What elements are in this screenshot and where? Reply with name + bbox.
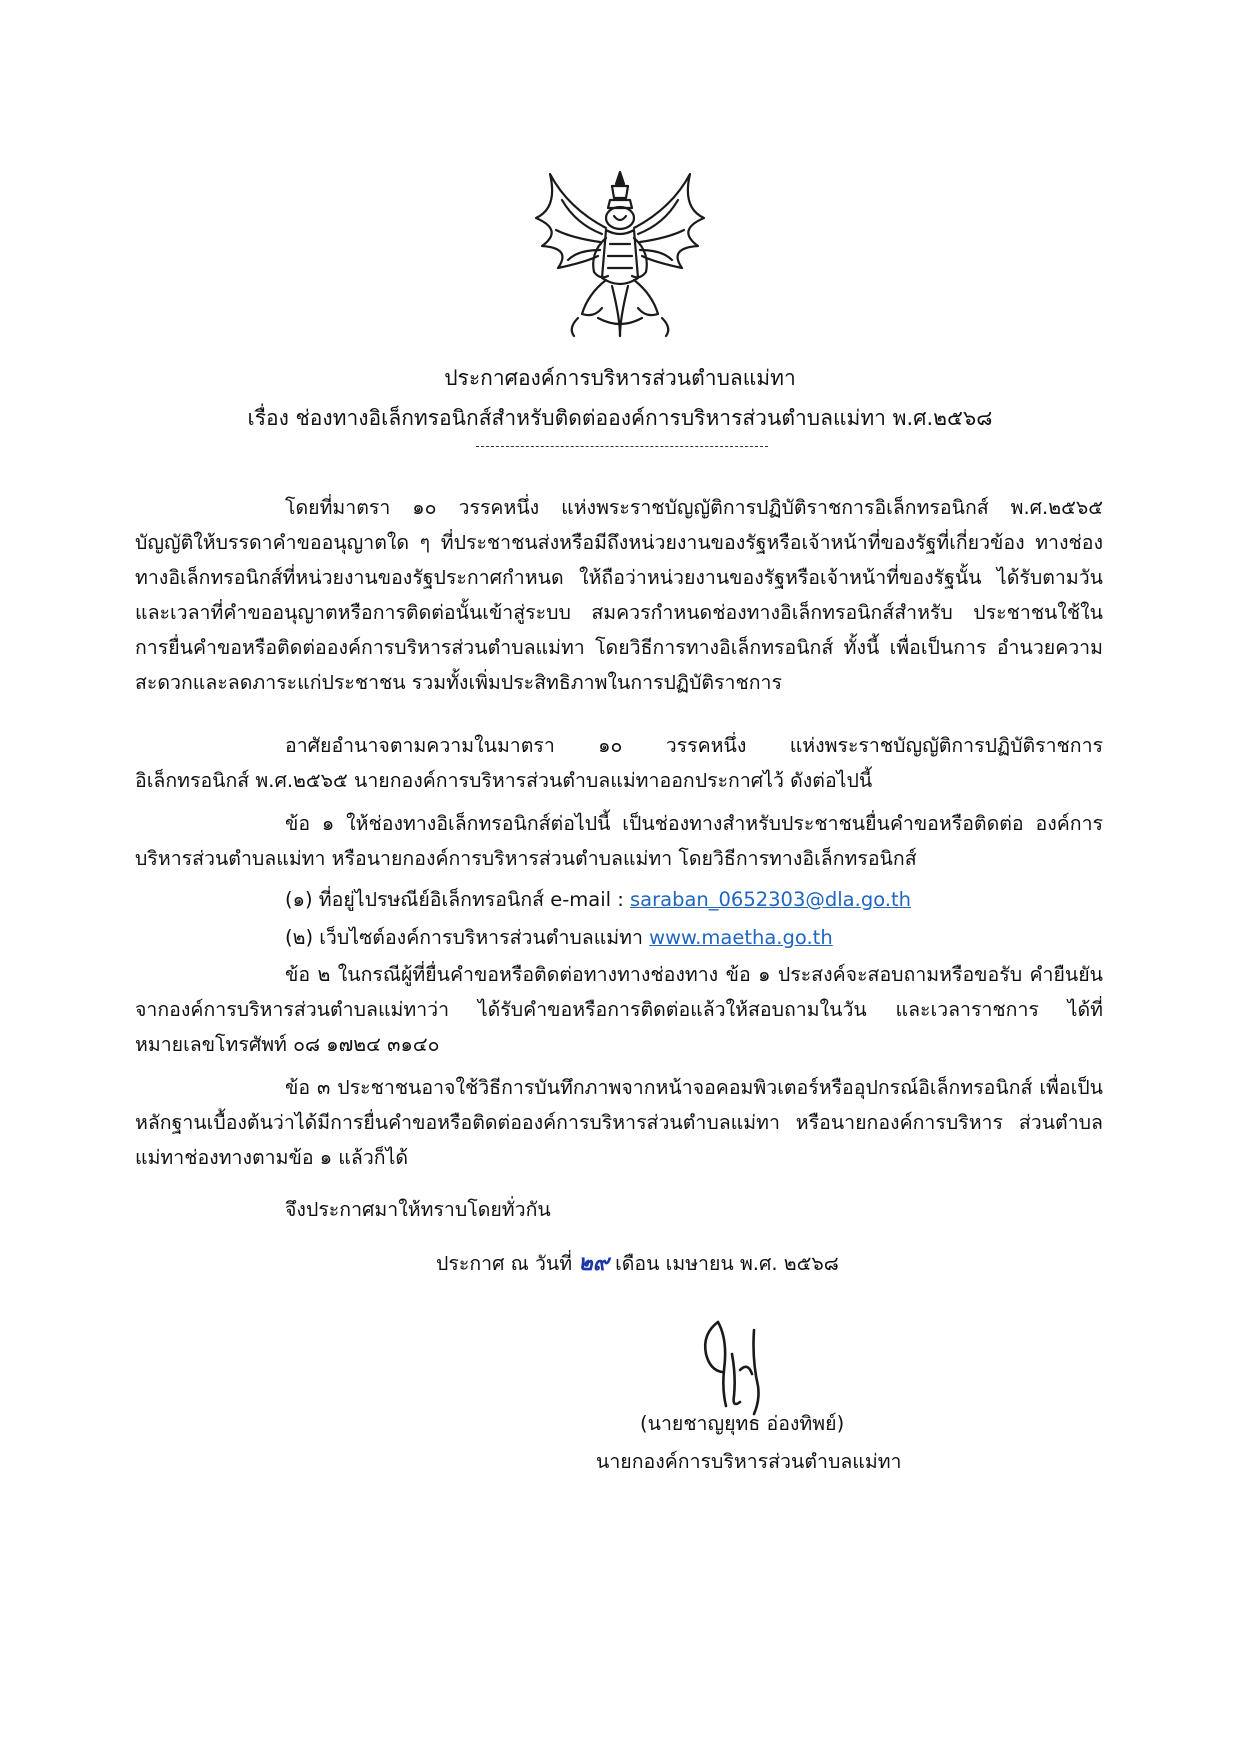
handwritten-signature (688, 1310, 788, 1420)
channel-email-label: (๑) ที่อยู่ไปรษณีย์อิเล็กทรอนิกส์ e-mail : (285, 888, 631, 911)
authority-paragraph: อาศัยอำนาจตามความในมาตรา ๑๐ วรรคหนึ่ง แห่งพระราชบัญญัติการปฏิบัติราชการ อิเล็กทรอนิกส์ พ.ศ.๒๕๖๕ นายกองค์การบริหารส่วนตำบลแม่ทาออกประกาศไว้ ดังต่อไปนี้ (135, 734, 1103, 792)
announcement-title: ประกาศองค์การบริหารส่วนตำบลแม่ทา (444, 366, 796, 390)
preamble-paragraph: โดยที่มาตรา ๑๐ วรรคหนึ่ง แห่งพระราชบัญญัติการปฏิบัติราชการอิเล็กทรอนิกส์ พ.ศ.๒๕๖๕ บัญญัติให้บรรดาคำขออนุญาตใด ๆ ที่ประชาชนส่งหรือมีถึงหน่วยงานของรัฐหรือเจ้าหน้าที่ของรัฐที่เกี่ยวข้อง ทางช่องทางอิเล็กทรอนิกส์ที่หน่วยงานของรัฐประกาศกำหนด ให้ถือว่าหน่วยงานของรัฐหรือเจ้าหน้าที่ของรัฐนั้น ได้รับตามวันและเวลาที่คำขออนุญาตหรือการติดต่อนั้นเข้าสู่ระบบ สมควรกำหนดช่องทางอิเล็กทรอนิกส์สำหรับ ประชาชนใช้ในการยื่นคำขอหรือติดต่อองค์การบริหารส่วนตำบลแม่ทา โดยวิธีการทางอิเล็กทรอนิกส์ ทั้งนี้ เพื่อเป็นการ อำนวยความสะดวกและลดภาระแก่ประชาชน รวมทั้งเพิ่มประสิทธิภาพในการปฏิบัติราชการ (135, 496, 1103, 694)
date-day-handwritten: ๒๙ (578, 1251, 609, 1276)
channel-website-row (285, 920, 833, 955)
clause-3: ข้อ ๓ ประชาชนอาจใช้วิธีการบันทึกภาพจากหน้าจอคอมพิวเตอร์หรืออุปกรณ์อิเล็กทรอนิกส์ เพื่อเป็นหลักฐานเบื้องต้นว่าได้มีการยื่นคำขอหรือติดต่อองค์การบริหารส่วนตำบลแม่ทา หรือนายกองค์การบริหาร ส่วนตำบลแม่ทาช่องทางตามข้อ ๑ แล้วก็ได้ (135, 1076, 1103, 1169)
title-divider (476, 446, 768, 447)
clause-2: ข้อ ๒ ในกรณีผู้ที่ยื่นคำขอหรือติดต่อทางทางช่องทาง ข้อ ๑ ประสงค์จะสอบถามหรือขอรับ คำยืนยันจากองค์การบริหารส่วนตำบลแม่ทาว่า ได้รับคำขอหรือการติดต่อแล้วให้สอบถามในวัน และเวลาราชการ ได้ที่หมายเลขโทรศัพท์ ๐๘ ๑๗๒๔ ๓๑๔๐ (135, 963, 1103, 1056)
website-link[interactable]: www.maetha.go.th (649, 926, 833, 949)
channel-email-row (285, 882, 911, 917)
clause-1: ข้อ ๑ ให้ช่องทางอิเล็กทรอนิกส์ต่อไปนี้ เป็นช่องทางสำหรับประชาชนยื่นคำขอหรือติดต่อ องค์การบริหารส่วนตำบลแม่ทา หรือนายกองค์การบริหารส่วนตำบลแม่ทา โดยวิธีการทางอิเล็กทรอนิกส์ (135, 812, 1103, 870)
email-link[interactable]: saraban_0652303@dla.go.th (630, 888, 911, 911)
date-suffix: เดือน เมษายน พ.ศ. ๒๕๖๘ (608, 1252, 839, 1275)
announcement-date (436, 1246, 839, 1281)
signatory-position: นายกองค์การบริหารส่วนตำบลแม่ทา (596, 1450, 902, 1473)
closing-statement: จึงประกาศมาให้ทราบโดยทั่วกัน (285, 1198, 551, 1221)
signatory-name: (นายชาญยุทธ อ่องทิพย์) (640, 1412, 845, 1435)
channel-website-label: (๒) เว็บไซต์องค์การบริหารส่วนตำบลแม่ทา (285, 926, 650, 949)
garuda-emblem-icon (528, 168, 712, 340)
date-prefix: ประกาศ ณ วันที่ (436, 1252, 579, 1275)
announcement-subject: เรื่อง ช่องทางอิเล็กทรอนิกส์สำหรับติดต่อองค์การบริหารส่วนตำบลแม่ทา พ.ศ.๒๕๖๘ (247, 406, 993, 430)
